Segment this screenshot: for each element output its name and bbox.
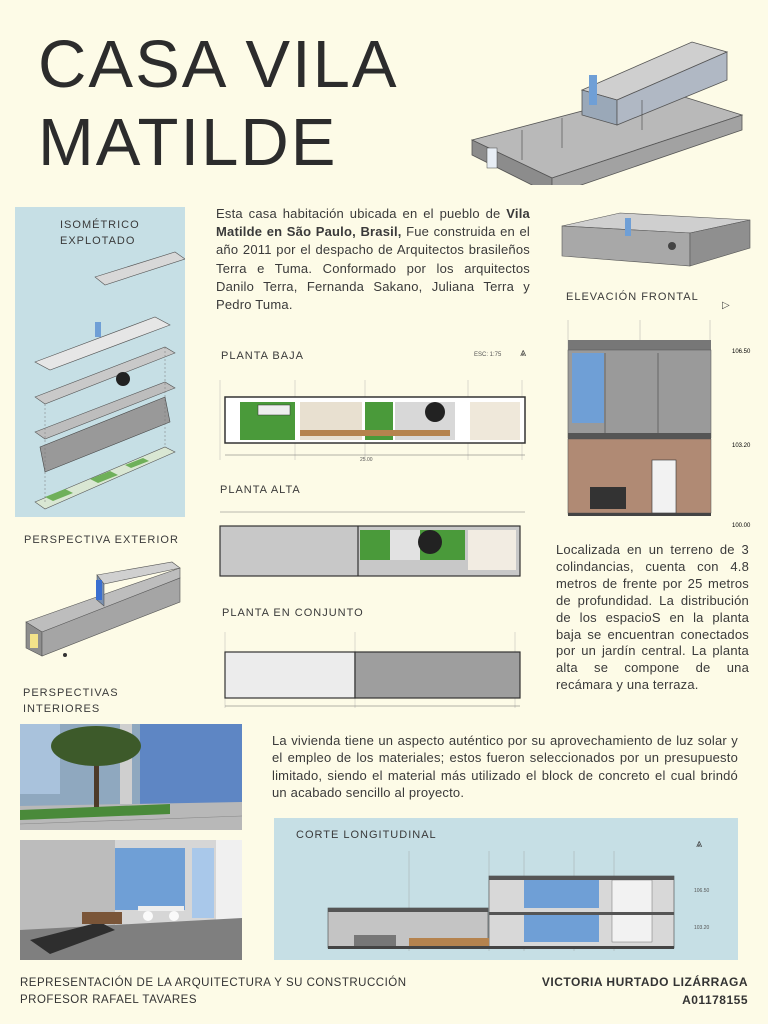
author-info <box>542 973 748 1009</box>
upper-floor-plan <box>200 508 545 583</box>
front-elevation-drawing <box>560 315 760 535</box>
exploded-isometric-panel <box>15 207 185 517</box>
longitudinal-section-drawing <box>324 846 734 956</box>
svg-text:103.20: 103.20 <box>694 925 710 931</box>
interior-perspective-garden <box>20 724 242 830</box>
page-title <box>38 26 399 182</box>
ground-floor-plan <box>200 375 545 465</box>
upper-floor-label: PLANTA ALTA <box>220 484 301 496</box>
title-line-2: MATILDE <box>38 105 338 180</box>
svg-text:25.00: 25.00 <box>360 457 373 463</box>
front-elevation-label: ELEVACIÓN FRONTAL <box>566 291 699 303</box>
svg-text:106.50: 106.50 <box>732 349 751 355</box>
exploded-isometric-drawing <box>25 247 185 512</box>
professor-name: PROFESOR RAFAEL TAVARES <box>20 994 198 1006</box>
exterior-perspective-render <box>22 560 184 665</box>
exterior-perspective-label: PERSPECTIVA EXTERIOR <box>24 534 179 546</box>
intro-paragraph: Esta casa habitación ubicada en el pueblo de Vila Matilde en São Paulo, Brasil, Fue construida en el año 2011 por el despacho de Arquitectos brasileños Terra e Tuma. Conformado por los arquitectos Danilo Terra, Fernanda Sakano, Juliana Terra y Pedro Tuma. <box>216 206 530 313</box>
course-info <box>20 975 407 1009</box>
terrain-description: Localizada en un terreno de 3 colindancias, cuenta con 4.8 metros de frente por 25 metros de profundidad. La distribución de los espacioS en la planta baja se encuentran conectados por un jardín central. La planta alta se compone de una recámara y una terraza. <box>556 542 749 693</box>
svg-text:100.00: 100.00 <box>732 523 751 529</box>
site-plan-label: PLANTA EN CONJUNTO <box>222 607 364 619</box>
north-arrow-icon: ▷ <box>722 300 730 311</box>
author-name: VICTORIA HURTADO LIZÁRRAGA <box>541 975 748 989</box>
isometric-hero-render <box>462 30 752 185</box>
glass-panel <box>589 75 597 105</box>
svg-text:103.20: 103.20 <box>732 443 751 449</box>
interior-perspectives-label: PERSPECTIVAS INTERIORES <box>23 687 119 715</box>
longitudinal-section-label: CORTE LONGITUDINAL <box>296 829 437 841</box>
north-arrow-icon: ⩓ <box>696 838 703 850</box>
scale-label: ESC: 1:75 <box>474 352 502 358</box>
isometric-label: ISOMÉTRICO EXPLOTADO <box>60 219 140 247</box>
interior-perspective-living <box>20 840 242 960</box>
isometric-small-render <box>560 208 752 268</box>
site-plan <box>200 628 545 713</box>
svg-text:106.50: 106.50 <box>694 888 710 894</box>
materials-description: La vivienda tiene un aspecto auténtico por su aprovechamiento de luz solar y el empleo de los materiales; estos fueron seleccionados por un presupuesto limitado, siendo el material más utilizado el block de concreto el cual brindó un acabado sencillo al proyecto. <box>272 733 738 800</box>
title-line-1: CASA VILA <box>38 27 399 102</box>
longitudinal-section-panel <box>274 818 738 960</box>
course-name: REPRESENTACIÓN DE LA ARQUITECTURA Y SU CONSTRUCCIÓN <box>20 977 407 989</box>
north-arrow-icon: ⩓ <box>520 347 527 359</box>
ground-floor-label: PLANTA BAJA <box>221 350 304 362</box>
student-id: A01178155 <box>682 993 748 1007</box>
